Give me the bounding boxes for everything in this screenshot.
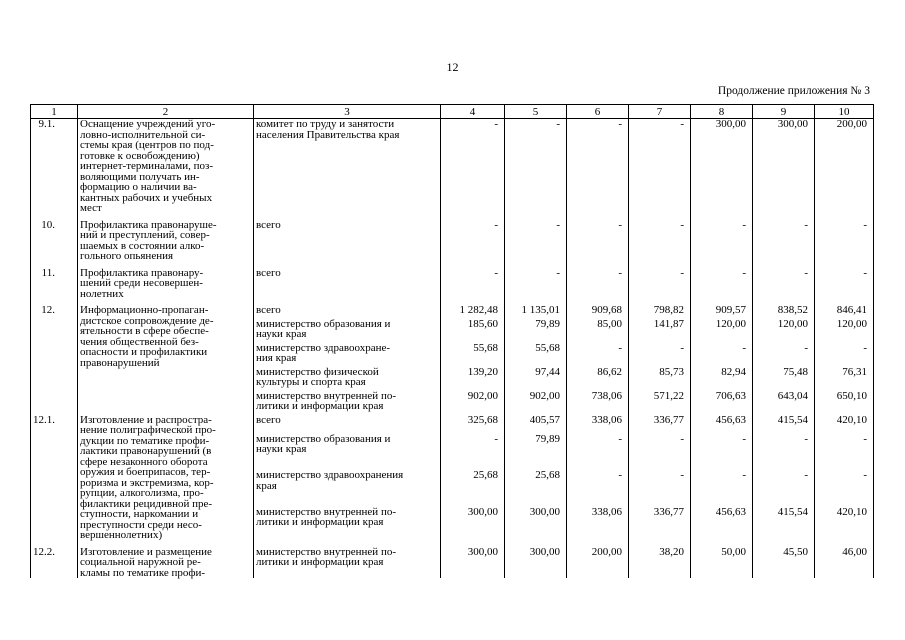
value-cell: 650,10 — [815, 388, 874, 412]
value-cell: 571,22 — [629, 388, 691, 412]
value-cell: 338,06 — [567, 415, 629, 431]
executor: министерство физической культуры и спорта края — [254, 364, 441, 388]
value-cell: 85,73 — [629, 364, 691, 388]
value-cell: 706,63 — [691, 388, 753, 412]
value-cell: 55,68 — [441, 340, 505, 364]
value-cell: - — [629, 340, 691, 364]
value-cell: - — [629, 119, 691, 214]
value-cell: 85,00 — [567, 316, 629, 340]
value-cell: 76,31 — [815, 364, 874, 388]
value-cell: 120,00 — [691, 316, 753, 340]
value-cell: - — [815, 467, 874, 504]
value-cell: 46,00 — [815, 547, 874, 579]
value-cell: - — [629, 268, 691, 300]
value-cell: - — [753, 431, 815, 468]
value-cell: 45,50 — [753, 547, 815, 579]
value-cell: 120,00 — [753, 316, 815, 340]
column-number-row — [31, 105, 874, 119]
item-name: Информационно-пропаган- дистское сопровождение де- ятельности в сфере обеспе- чения общественной без- опасности и профилактики правонарушений — [78, 305, 254, 412]
item-number: 11. — [31, 268, 78, 300]
value-cell: - — [629, 220, 691, 262]
value-cell: 50,00 — [691, 547, 753, 579]
value-cell: - — [691, 220, 753, 262]
value-cell: 338,06 — [567, 504, 629, 541]
column-header: 6 — [567, 105, 629, 119]
value-cell: 336,77 — [629, 504, 691, 541]
value-cell: 86,62 — [567, 364, 629, 388]
value-cell: 300,00 — [753, 119, 815, 214]
value-cell: 456,63 — [691, 504, 753, 541]
value-cell: 1 282,48 — [441, 305, 505, 316]
table-row — [31, 305, 874, 316]
table-row — [31, 220, 874, 262]
value-cell: 415,54 — [753, 504, 815, 541]
item-name: Изготовление и распростра- нение полиграфической про- дукции по тематике профи- лактики правонарушений (в сфере незаконного оборота оружия и боеприпасов, тер- роризма и экстремизма, кор- рупции, алкоголизма, про- филактики рецидивной пре- ступности, наркомании и преступности среди несо- вершеннолетних) — [78, 415, 254, 541]
value-cell: 325,68 — [441, 415, 505, 431]
executor: всего — [254, 415, 441, 431]
value-cell: 139,20 — [441, 364, 505, 388]
executor: министерство образования и науки края — [254, 431, 441, 468]
executor: всего — [254, 268, 441, 300]
table-row — [31, 268, 874, 300]
value-cell: 82,94 — [691, 364, 753, 388]
item-name: Профилактика правонару- шений среди несовершен- нолетних — [78, 268, 254, 300]
column-header: 10 — [815, 105, 874, 119]
value-cell: - — [567, 119, 629, 214]
value-cell: - — [441, 119, 505, 214]
column-header: 2 — [78, 105, 254, 119]
executor: всего — [254, 305, 441, 316]
item-number: 12.1. — [31, 415, 78, 541]
value-cell: 25,68 — [441, 467, 505, 504]
item-number: 10. — [31, 220, 78, 262]
value-cell: - — [567, 340, 629, 364]
value-cell: - — [691, 340, 753, 364]
executor: министерство здравоохране- ния края — [254, 340, 441, 364]
value-cell: - — [815, 431, 874, 468]
value-cell: 643,04 — [753, 388, 815, 412]
value-cell: 420,10 — [815, 415, 874, 431]
page-number: 12 — [446, 60, 459, 74]
value-cell: - — [505, 268, 567, 300]
value-cell: 79,89 — [505, 316, 567, 340]
value-cell: 420,10 — [815, 504, 874, 541]
table-body — [31, 119, 874, 579]
column-header: 8 — [691, 105, 753, 119]
value-cell: 405,57 — [505, 415, 567, 431]
item-name: Оснащение учреждений уго- ловно-исполнительной си- стемы края (центров по под- готовке к освобождению) интернет-терминалами, поз- воляющими получать ин- формацию о наличии ва- кантных рабочих и учебных мест — [78, 119, 254, 214]
column-header: 3 — [254, 105, 441, 119]
value-cell: - — [441, 268, 505, 300]
executor: министерство внутренней по- литики и информации края — [254, 388, 441, 412]
value-cell: 55,68 — [505, 340, 567, 364]
value-cell: 200,00 — [815, 119, 874, 214]
value-cell: - — [691, 467, 753, 504]
value-cell: - — [815, 340, 874, 364]
value-cell: 141,87 — [629, 316, 691, 340]
value-cell: 300,00 — [691, 119, 753, 214]
column-header: 5 — [505, 105, 567, 119]
value-cell: 909,68 — [567, 305, 629, 316]
value-cell: - — [567, 268, 629, 300]
value-cell: - — [505, 220, 567, 262]
value-cell: 902,00 — [441, 388, 505, 412]
value-cell: - — [753, 340, 815, 364]
value-cell: - — [753, 268, 815, 300]
value-cell: - — [567, 220, 629, 262]
value-cell: - — [753, 220, 815, 262]
executor: всего — [254, 220, 441, 262]
value-cell: 798,82 — [629, 305, 691, 316]
continuation-note: Продолжение приложения № 3 — [717, 85, 870, 97]
column-header: 7 — [629, 105, 691, 119]
executor: министерство внутренней по- литики и информации края — [254, 504, 441, 541]
column-header: 1 — [31, 105, 78, 119]
item-name: Профилактика правонаруше- ний и преступлений, совер- шаемых в состоянии алко- гольного опьянения — [78, 220, 254, 262]
executor: комитет по труду и занятости населения Правительства края — [254, 119, 441, 214]
table-row — [31, 119, 874, 214]
value-cell: - — [753, 467, 815, 504]
executor: министерство образования и науки края — [254, 316, 441, 340]
value-cell: 120,00 — [815, 316, 874, 340]
appendix-table — [30, 104, 874, 578]
value-cell: - — [629, 431, 691, 468]
value-cell: - — [567, 431, 629, 468]
value-cell: 846,41 — [815, 305, 874, 316]
value-cell: - — [441, 220, 505, 262]
value-cell: 902,00 — [505, 388, 567, 412]
value-cell: 1 135,01 — [505, 305, 567, 316]
value-cell: 456,63 — [691, 415, 753, 431]
value-cell: 738,06 — [567, 388, 629, 412]
value-cell: - — [505, 119, 567, 214]
value-cell: 300,00 — [441, 547, 505, 579]
value-cell: 838,52 — [753, 305, 815, 316]
value-cell: - — [691, 431, 753, 468]
value-cell: - — [567, 467, 629, 504]
item-number: 12. — [31, 305, 78, 412]
value-cell: - — [629, 467, 691, 504]
executor: министерство внутренней по- литики и информации края — [254, 547, 441, 579]
value-cell: 185,60 — [441, 316, 505, 340]
value-cell: 97,44 — [505, 364, 567, 388]
value-cell: 336,77 — [629, 415, 691, 431]
value-cell: 909,57 — [691, 305, 753, 316]
column-header: 4 — [441, 105, 505, 119]
value-cell: 300,00 — [441, 504, 505, 541]
value-cell: - — [815, 220, 874, 262]
item-number: 12.2. — [31, 547, 78, 579]
executor: министерство здравоохранения края — [254, 467, 441, 504]
value-cell: 38,20 — [629, 547, 691, 579]
value-cell: 75,48 — [753, 364, 815, 388]
value-cell: 300,00 — [505, 547, 567, 579]
item-name: Изготовление и размещение социальной наружной ре- кламы по тематике профи- — [78, 547, 254, 579]
value-cell: 79,89 — [505, 431, 567, 468]
value-cell: 25,68 — [505, 467, 567, 504]
value-cell: - — [691, 268, 753, 300]
value-cell: - — [441, 431, 505, 468]
value-cell: 200,00 — [567, 547, 629, 579]
item-number: 9.1. — [31, 119, 78, 214]
column-header: 9 — [753, 105, 815, 119]
table-row — [31, 547, 874, 579]
table-row — [31, 415, 874, 431]
value-cell: 300,00 — [505, 504, 567, 541]
value-cell: 415,54 — [753, 415, 815, 431]
value-cell: - — [815, 268, 874, 300]
